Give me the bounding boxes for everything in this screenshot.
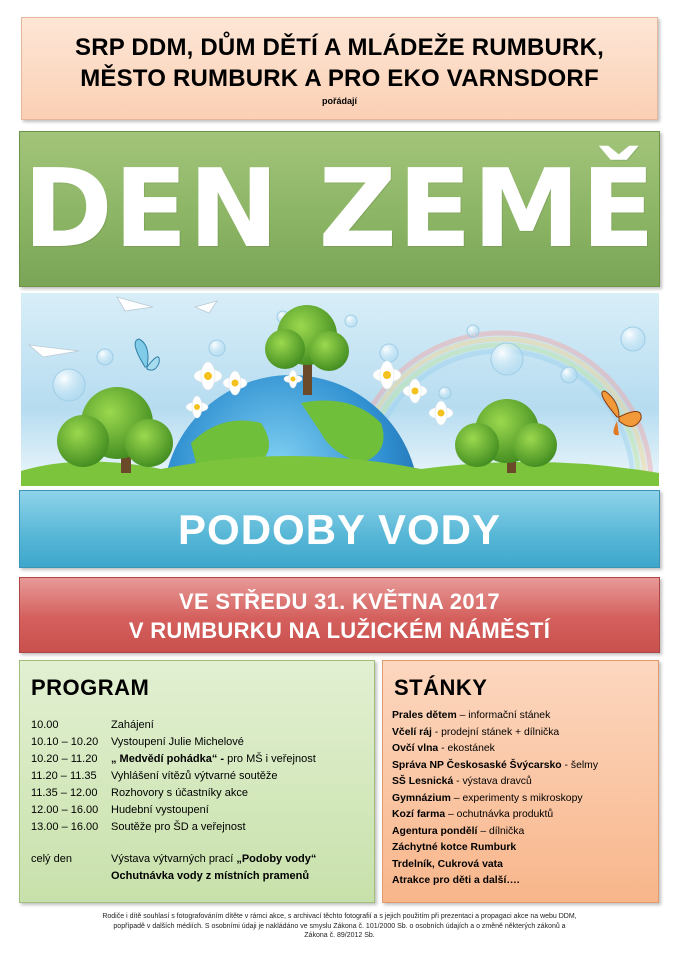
program-label: Hudební vystoupení bbox=[111, 804, 209, 816]
program-row bbox=[31, 802, 316, 819]
program-label: Vystoupení Julie Michelové bbox=[111, 736, 244, 748]
program-label-rest: pro MŠ i veřejnost bbox=[224, 753, 316, 765]
program-allday-prefix: Výstava výtvarných prací bbox=[111, 853, 237, 865]
program-allday-time: celý den bbox=[31, 853, 72, 865]
program-row bbox=[31, 768, 316, 785]
stall-desc: - ekostánek bbox=[438, 743, 495, 754]
stall-name: Včelí ráj bbox=[392, 726, 432, 738]
stall-name: Prales dětem bbox=[392, 710, 457, 721]
program-row bbox=[31, 717, 316, 734]
footer-line-2: popřípadě v dalších médiích. S osobními údaji je nakládáno ve smyslu Zákona č. 101/2000 Sb. o osobních údajích a o změně některých zákonů a bbox=[113, 922, 566, 930]
stall-name: Trdelník, Cukrová vata bbox=[392, 858, 503, 870]
stall-desc: – informační stánek bbox=[456, 710, 551, 721]
program-allday-row bbox=[31, 851, 316, 868]
event-date: VE STŘEDU 31. KVĚTNA 2017 bbox=[179, 589, 500, 614]
stall-name: Atrakce pro děti a další…. bbox=[392, 875, 520, 886]
stall-name: Ovčí vlna bbox=[392, 743, 439, 754]
stall-item bbox=[392, 791, 598, 808]
program-time: 11.20 – 11.35 bbox=[31, 770, 97, 782]
stall-name: Gymnázium bbox=[392, 792, 451, 804]
consent-footer bbox=[18, 912, 661, 941]
program-label: Rozhovory s účastníky akce bbox=[111, 787, 248, 799]
stall-item bbox=[392, 873, 598, 890]
stalls-list bbox=[392, 708, 598, 890]
program-label-bold: „ Medvědí pohádka“ - bbox=[111, 753, 225, 765]
program-row bbox=[31, 751, 316, 768]
organizers-subtitle: pořádají bbox=[321, 96, 357, 106]
program-heading: PROGRAM bbox=[31, 675, 150, 700]
stall-desc: - výstava dravců bbox=[453, 776, 532, 787]
stall-desc: - prodejní stánek + dílnička bbox=[431, 726, 560, 738]
event-title: DEN ZEMĚ bbox=[23, 147, 656, 272]
stall-name: Správa NP Českosaské Švýcarsko bbox=[392, 759, 562, 771]
stall-item bbox=[392, 741, 598, 758]
stall-item bbox=[392, 725, 598, 742]
program-label: Zahájení bbox=[111, 719, 154, 731]
event-title-banner bbox=[19, 131, 660, 287]
organizers-line-2: MĚSTO RUMBURK A PRO EKO VARNSDORF bbox=[80, 65, 599, 92]
program-panel bbox=[19, 660, 375, 903]
stall-item bbox=[392, 840, 598, 857]
stall-item bbox=[392, 774, 598, 791]
stall-desc: - šelmy bbox=[561, 759, 599, 771]
stall-name: Kozí farma bbox=[392, 809, 446, 820]
stall-item bbox=[392, 758, 598, 775]
program-row bbox=[31, 785, 316, 802]
program-label: Vyhlášení vítězů výtvarné soutěže bbox=[111, 770, 278, 782]
stalls-heading: STÁNKY bbox=[394, 675, 488, 700]
footer-line-3: Zákona č. 89/2012 Sb. bbox=[304, 932, 375, 939]
organizers-line-1: SRP DDM, DŮM DĚTÍ A MLÁDEŽE RUMBURK, bbox=[75, 34, 604, 61]
program-label: Soutěže pro ŠD a veřejnost bbox=[111, 821, 246, 833]
date-place-banner bbox=[19, 577, 660, 653]
stall-desc: – experimenty s mikroskopy bbox=[450, 792, 583, 804]
earth-illustration bbox=[21, 293, 659, 486]
theme-title: PODOBY VODY bbox=[178, 506, 501, 553]
program-allday-row-2 bbox=[31, 868, 316, 885]
program-time: 11.35 – 12.00 bbox=[31, 787, 98, 799]
stall-name: Záchytné kotce Rumburk bbox=[392, 842, 517, 853]
stall-name: SŠ Lesnická bbox=[392, 776, 454, 787]
organizers-header bbox=[21, 17, 658, 120]
program-allday-bold: „Podoby vody“ bbox=[236, 853, 317, 865]
stall-name: Agentura pondělí bbox=[392, 825, 478, 837]
program-time: 10.10 – 10.20 bbox=[31, 736, 99, 748]
stall-desc: – dílnička bbox=[477, 825, 525, 837]
program-allday-line2: Ochutnávka vody z místních pramenů bbox=[111, 870, 310, 882]
program-time: 10.20 – 11.20 bbox=[31, 753, 98, 765]
program-row bbox=[31, 734, 316, 751]
program-time: 12.00 – 16.00 bbox=[31, 804, 99, 816]
stall-item bbox=[392, 824, 598, 841]
stall-item bbox=[392, 708, 598, 725]
stalls-panel bbox=[382, 660, 659, 903]
stall-item bbox=[392, 857, 598, 874]
theme-banner bbox=[19, 490, 660, 568]
program-time: 10.00 bbox=[31, 719, 59, 731]
program-time: 13.00 – 16.00 bbox=[31, 821, 99, 833]
event-place: V RUMBURKU NA LUŽICKÉM NÁMĚSTÍ bbox=[128, 618, 551, 643]
stall-desc: – ochutnávka produktů bbox=[445, 809, 554, 820]
stall-item bbox=[392, 807, 598, 824]
footer-line-1: Rodiče i dítě souhlasí s fotografováním dítěte v rámci akce, s archivací těchto fotografií a s jejich použitím při prezentaci a propagaci akce na webu DDM, bbox=[102, 913, 577, 920]
program-row bbox=[31, 819, 316, 836]
